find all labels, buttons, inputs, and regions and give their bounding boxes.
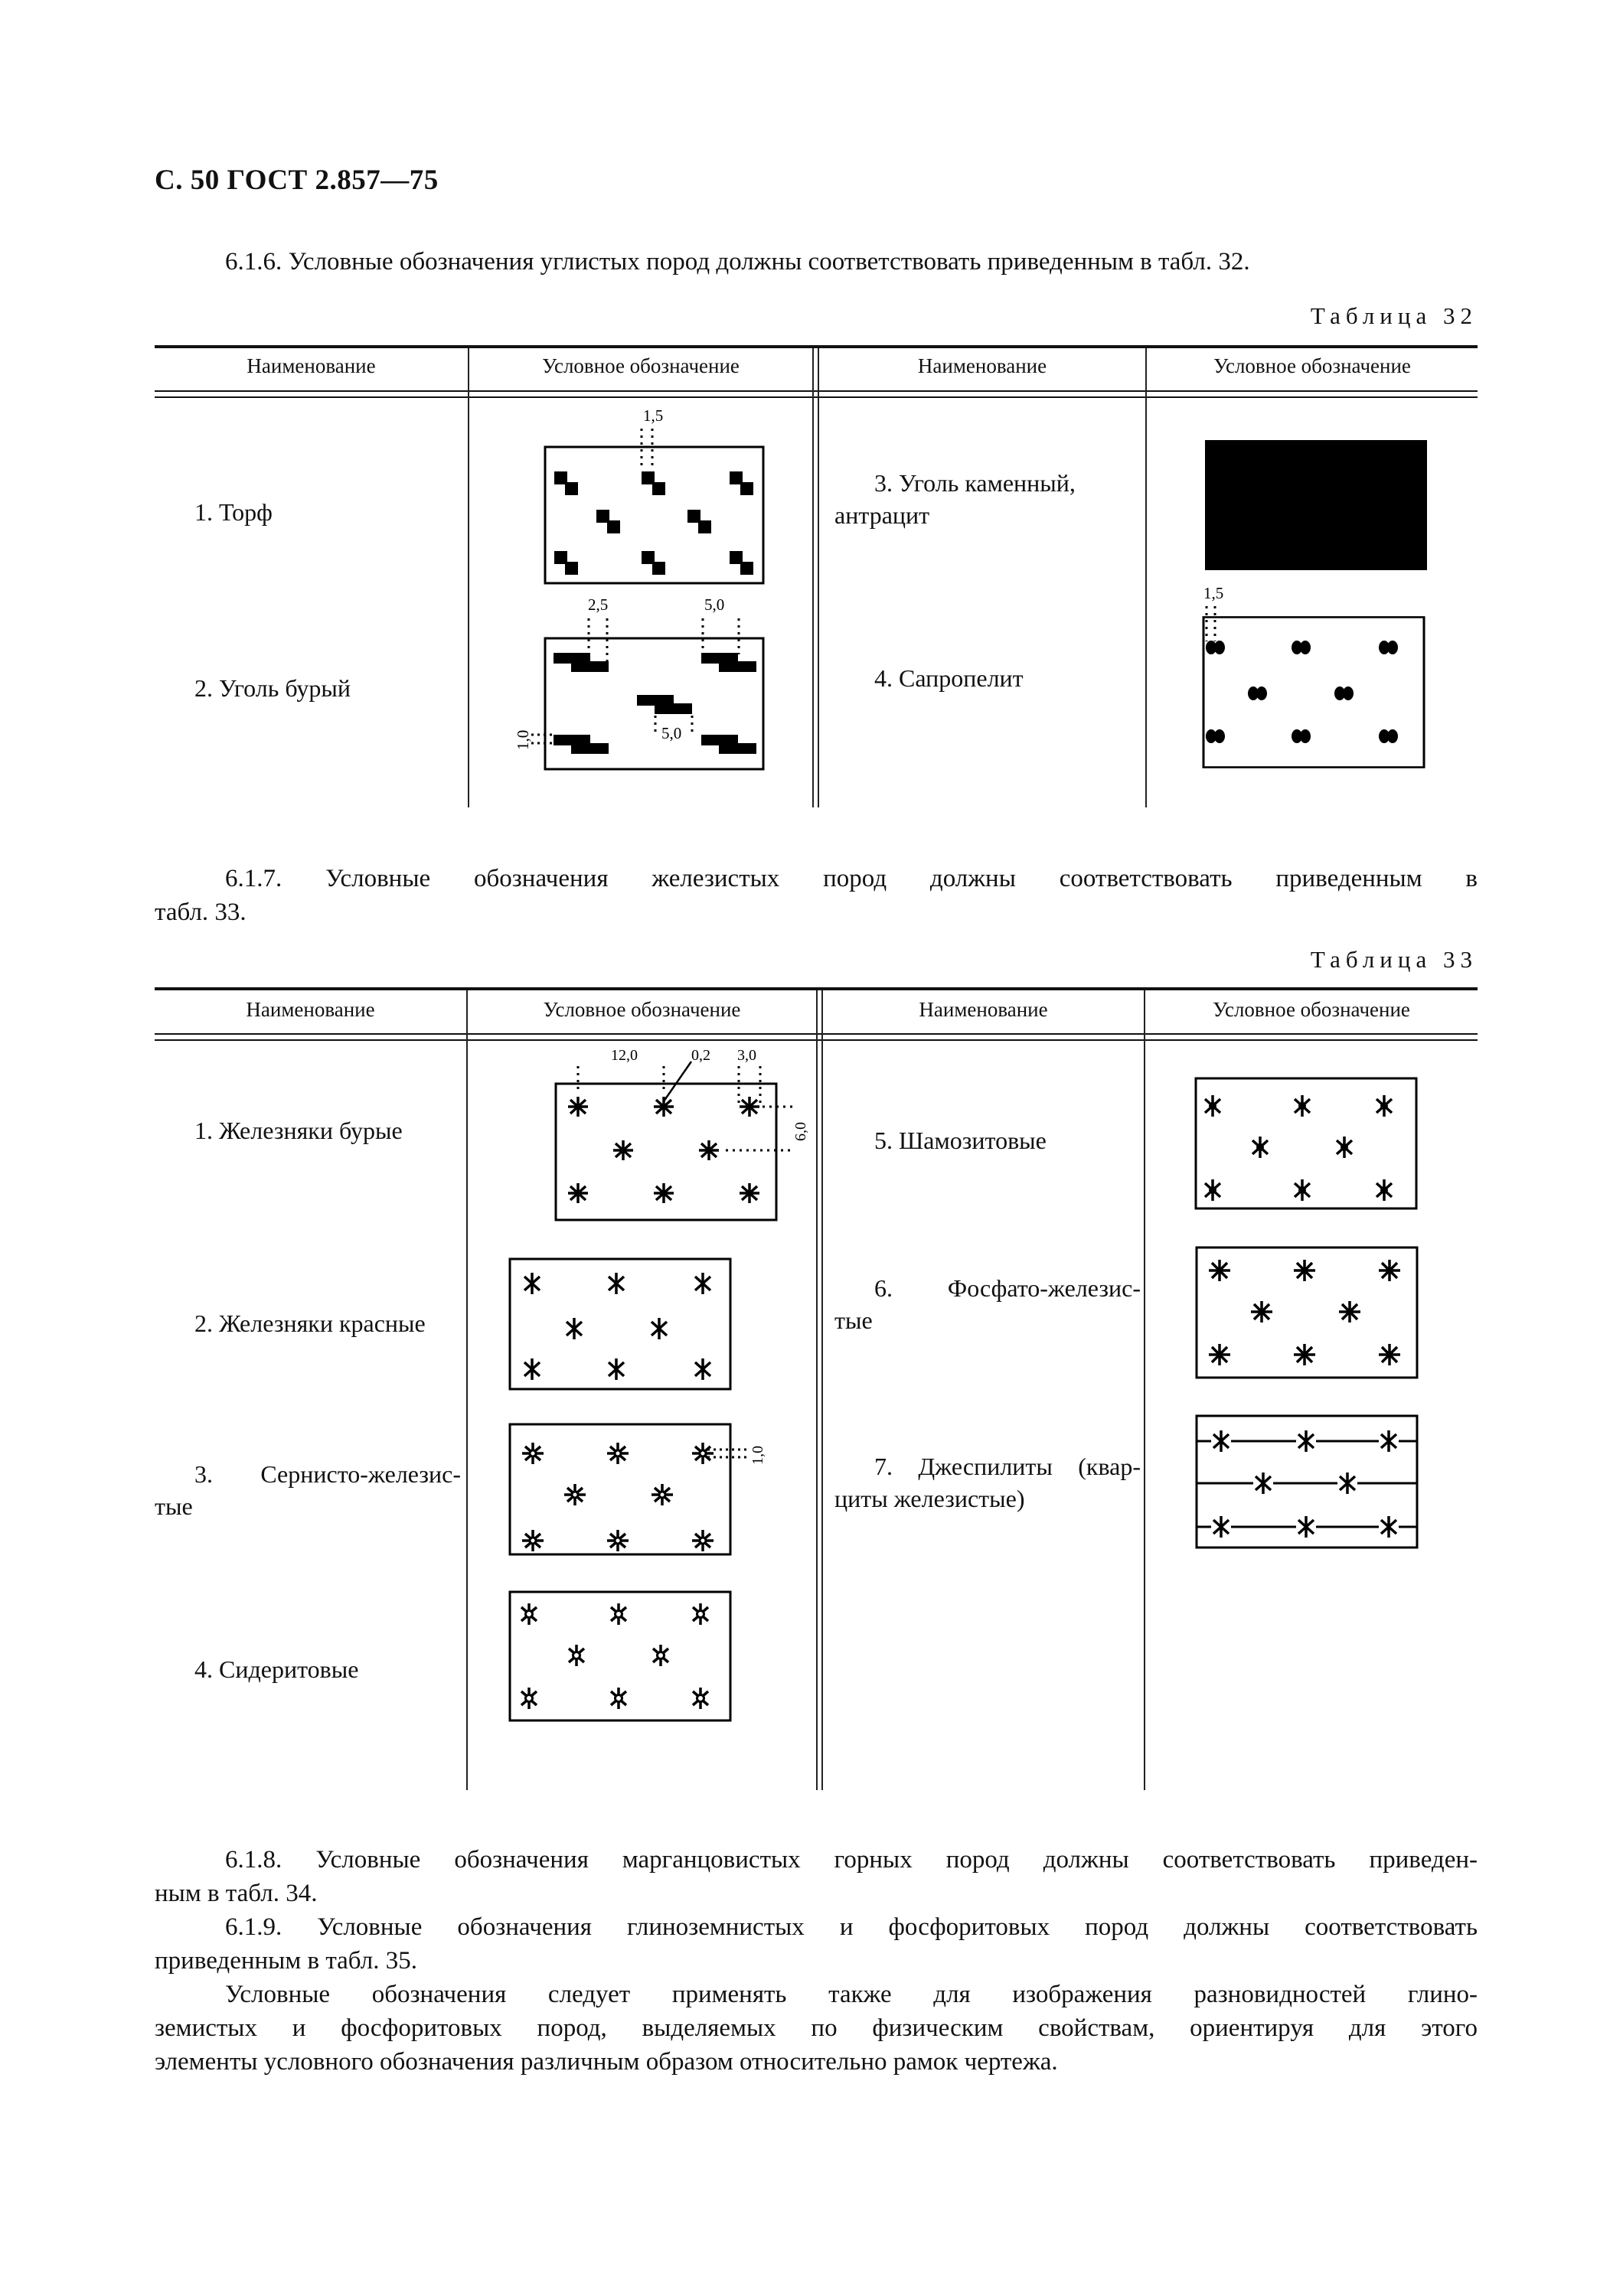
row-name-text: 3. Уголь каменный,	[874, 469, 1076, 497]
row-name-sapropelite	[834, 662, 1141, 694]
paragraph-6-1-9-text: приведенным в табл. 35.	[155, 1947, 417, 1975]
row-name-jaspilite	[834, 1450, 1141, 1515]
paragraph-note-text: Условные обозначения следует применять также для изображения разновидностей глино-	[225, 1981, 1478, 2008]
dimension-label: 3,0	[737, 1047, 756, 1064]
dimension-label: 1,0	[514, 729, 532, 750]
row-name-brown-coal	[155, 672, 461, 704]
row-name-text: 5. Шамозитовые	[874, 1127, 1047, 1154]
dimension-label: 5,0	[704, 595, 725, 614]
column-header-name: Наименование	[917, 354, 1047, 377]
paragraph-6-1-8	[155, 1843, 1478, 1910]
row-name-red-ironstone	[155, 1307, 461, 1339]
sulfur-ferruginous-symbol	[505, 1417, 766, 1570]
column-header-name: Наименование	[919, 998, 1048, 1021]
column-divider	[812, 348, 814, 807]
paragraph-6-1-9-text: 6.1.9. Условные обозначения глиноземнистых и фосфоритовых пород должны соответствовать	[225, 1913, 1478, 1941]
paragraph-note-text: элементы условного обозначения различным образом относительно рамок чертежа.	[155, 2048, 1058, 2076]
column-header-name: Наименование	[247, 354, 376, 377]
column-divider	[816, 990, 818, 1790]
brown-ironstone-symbol	[505, 1045, 809, 1228]
dimension-label: 6,0	[792, 1122, 809, 1141]
table-top-rule	[155, 345, 1478, 348]
row-name-text: 1. Торф	[194, 498, 273, 526]
paragraph-note-text: земистых и фосфоритовых пород, выделяемых по физическим свойствам, ориентируя для этого	[155, 2014, 1478, 2042]
column-header-symbol: Условное обозначение	[1213, 354, 1411, 377]
column-divider	[466, 990, 468, 1790]
paragraph-6-1-8-text: 6.1.8. Условные обозначения марганцовистых горных пород должны соответствовать приведен-	[225, 1846, 1478, 1874]
hard-coal-symbol	[1205, 440, 1427, 570]
column-divider	[821, 990, 823, 1790]
paragraph-6-1-7-text: 6.1.7. Условные обозначения железистых пород должны соответствовать приведенным в	[225, 865, 1478, 892]
header-rule	[155, 396, 1478, 398]
dimension-label: 1,0	[749, 1446, 766, 1465]
paragraph-6-1-7-text: табл. 33.	[155, 899, 247, 926]
dimension-label: 1,5	[643, 406, 664, 425]
paragraph-6-1-9	[155, 1910, 1478, 1978]
row-name-text: циты железистые)	[834, 1485, 1025, 1512]
column-header-symbol: Условное обозначение	[543, 998, 741, 1021]
table-32-caption: Таблица 32	[1310, 302, 1478, 329]
paragraph-6-1-7	[155, 862, 1478, 929]
row-name-siderite	[155, 1653, 461, 1685]
paragraph-6-1-6-text: 6.1.6. Условные обозначения углистых пород должны соответствовать приведенным в табл. 32.	[225, 248, 1250, 276]
column-header-symbol: Условное обозначение	[1213, 998, 1410, 1021]
dimension-label: 2,5	[588, 595, 609, 614]
column-header-name: Наименование	[246, 998, 375, 1021]
row-name-text: тые	[834, 1306, 873, 1334]
row-name-phosphate-ferruginous	[834, 1272, 1141, 1336]
row-name-text: 1. Железняки бурые	[194, 1117, 403, 1144]
paragraph-6-1-6	[155, 245, 1478, 279]
dimension-label: 1,5	[1203, 584, 1224, 602]
row-name-text: 4. Сапропелит	[874, 664, 1024, 692]
paragraph-note	[155, 1978, 1478, 2079]
header-rule	[155, 390, 1478, 392]
row-name-brown-ironstone	[155, 1114, 461, 1146]
column-divider	[818, 348, 819, 807]
brown-coal-symbol	[490, 589, 781, 773]
phosphate-ferruginous-symbol	[1193, 1241, 1422, 1387]
column-header-symbol: Условное обозначение	[542, 354, 740, 377]
jaspilite-symbol	[1193, 1407, 1422, 1552]
column-divider	[1144, 990, 1145, 1790]
column-divider	[468, 348, 469, 807]
row-name-text: 4. Сидеритовые	[194, 1655, 359, 1683]
row-name-peat	[155, 496, 461, 528]
chamosite-symbol	[1193, 1071, 1422, 1217]
row-name-text: 2. Железняки красные	[194, 1309, 426, 1337]
sapropelite-symbol	[1194, 582, 1439, 765]
table-33-caption: Таблица 33	[1310, 946, 1478, 973]
peat-symbol	[536, 406, 781, 597]
row-name-chamosite	[834, 1124, 1141, 1156]
row-name-text: тые	[155, 1492, 193, 1520]
row-name-text: 3. Сернисто-железис-	[194, 1460, 461, 1488]
row-name-text: антрацит	[834, 501, 930, 529]
red-ironstone-symbol	[505, 1252, 735, 1405]
row-name-hard-coal	[834, 467, 1141, 531]
dimension-label: 12,0	[611, 1047, 638, 1064]
row-name-sulfur-ferruginous	[155, 1458, 461, 1522]
siderite-symbol	[505, 1586, 735, 1731]
row-name-text: 2. Уголь бурый	[194, 674, 351, 702]
page-header: С. 50 ГОСТ 2.857—75	[155, 165, 439, 196]
paragraph-6-1-8-text: ным в табл. 34.	[155, 1880, 318, 1907]
row-name-text: 6. Фосфато-железис-	[874, 1274, 1141, 1302]
dimension-label: 5,0	[661, 724, 682, 742]
row-name-text: 7. Джеспилиты (квар-	[874, 1453, 1141, 1480]
dimension-label: 0,2	[691, 1047, 710, 1064]
column-divider	[1145, 348, 1147, 807]
